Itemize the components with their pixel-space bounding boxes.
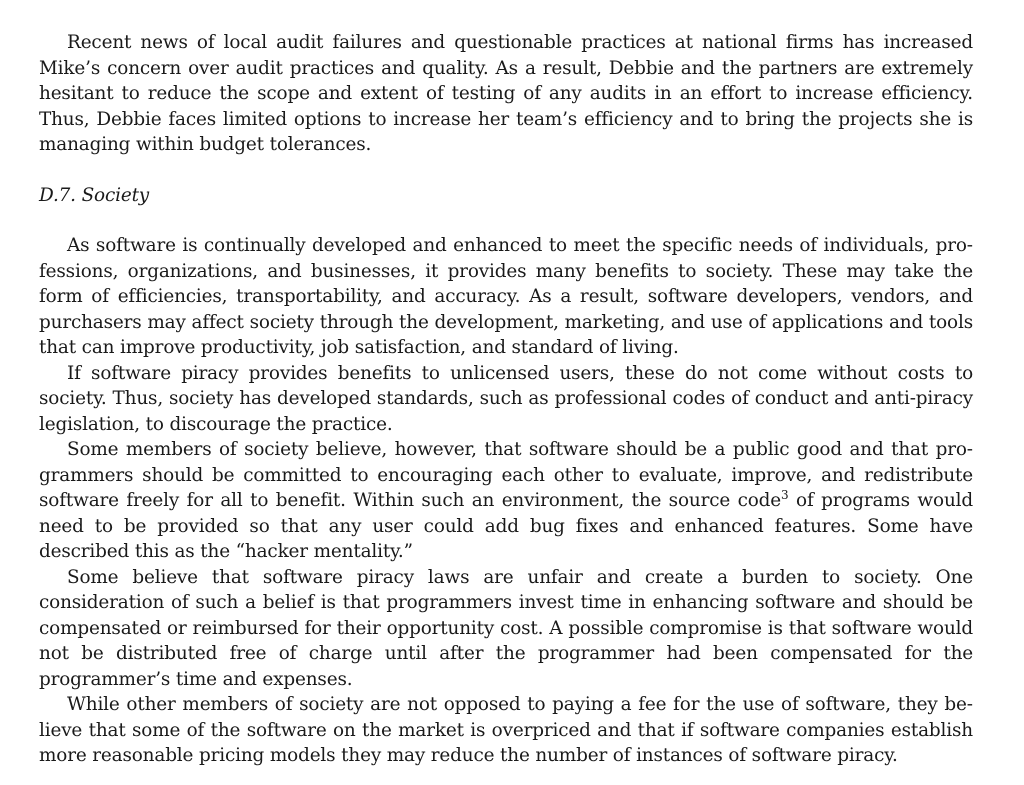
body-paragraph-1: As software is continually developed and enhanced to meet the specific needs of individuals, professions, organizations, and businesses, it provides many benefits to society. These may take the form of efficiencies, transportability, and accuracy. As a result, software developers, vendors, and purchasers may affect society through the development, marketing, and use of applications and tools that can improve productivity, job satisfaction, and standard of living. [39, 235, 973, 358]
body-paragraph-3-text-after: of programs would need to be provided so that any user could add bug fixes and enhanced features. Some have described this as the “hacker mentality.” [39, 490, 973, 562]
section-heading: D.7. Society [39, 184, 150, 206]
body-paragraph-3-text-before: Some members of society believe, however, that software should be a public good and that programmers should be committed to encouraging each other to evaluate, improve, and redistribute software freely for all to benefit. Within such an environment, the source code [39, 439, 973, 511]
body-paragraph-5: While other members of society are not opposed to paying a fee for the use of software, they believe that some of the software on the market is overpriced and that if software companies establish more reasonable pricing models they may reduce the number of instances of software piracy. [39, 694, 973, 766]
body-paragraph-4: Some believe that software piracy laws are unfair and create a burden to society. One consideration of such a belief is that programmers invest time in enhancing software and should be compensated or reimbursed for their opportunity cost. A possible compromise is that software would not be distributed free of charge until after the programmer had been compensated for the programmer’s time and expenses. [39, 566, 973, 690]
footnote-mark: 3 [781, 487, 789, 502]
document-page [39, 30, 973, 769]
body-paragraph-2: If software piracy provides benefits to unlicensed users, these do not come without costs to society. Thus, society has developed standards, such as professional codes of conduct and anti-piracy legislation, to discourage the practice. [39, 362, 973, 435]
intro-paragraph: Recent news of local audit failures and questionable practices at national firms has increased Mike’s concern over audit practices and quality. As a result, Debbie and the partners are extremely hesitant to reduce the scope and extent of testing of any audits in an effort to increase efficiency. Thus, Debbie faces limited options to increase her team’s efficiency and to bring the projects she is managing within budget tolerances. [39, 32, 973, 155]
body-paragraph-3 [39, 437, 973, 565]
